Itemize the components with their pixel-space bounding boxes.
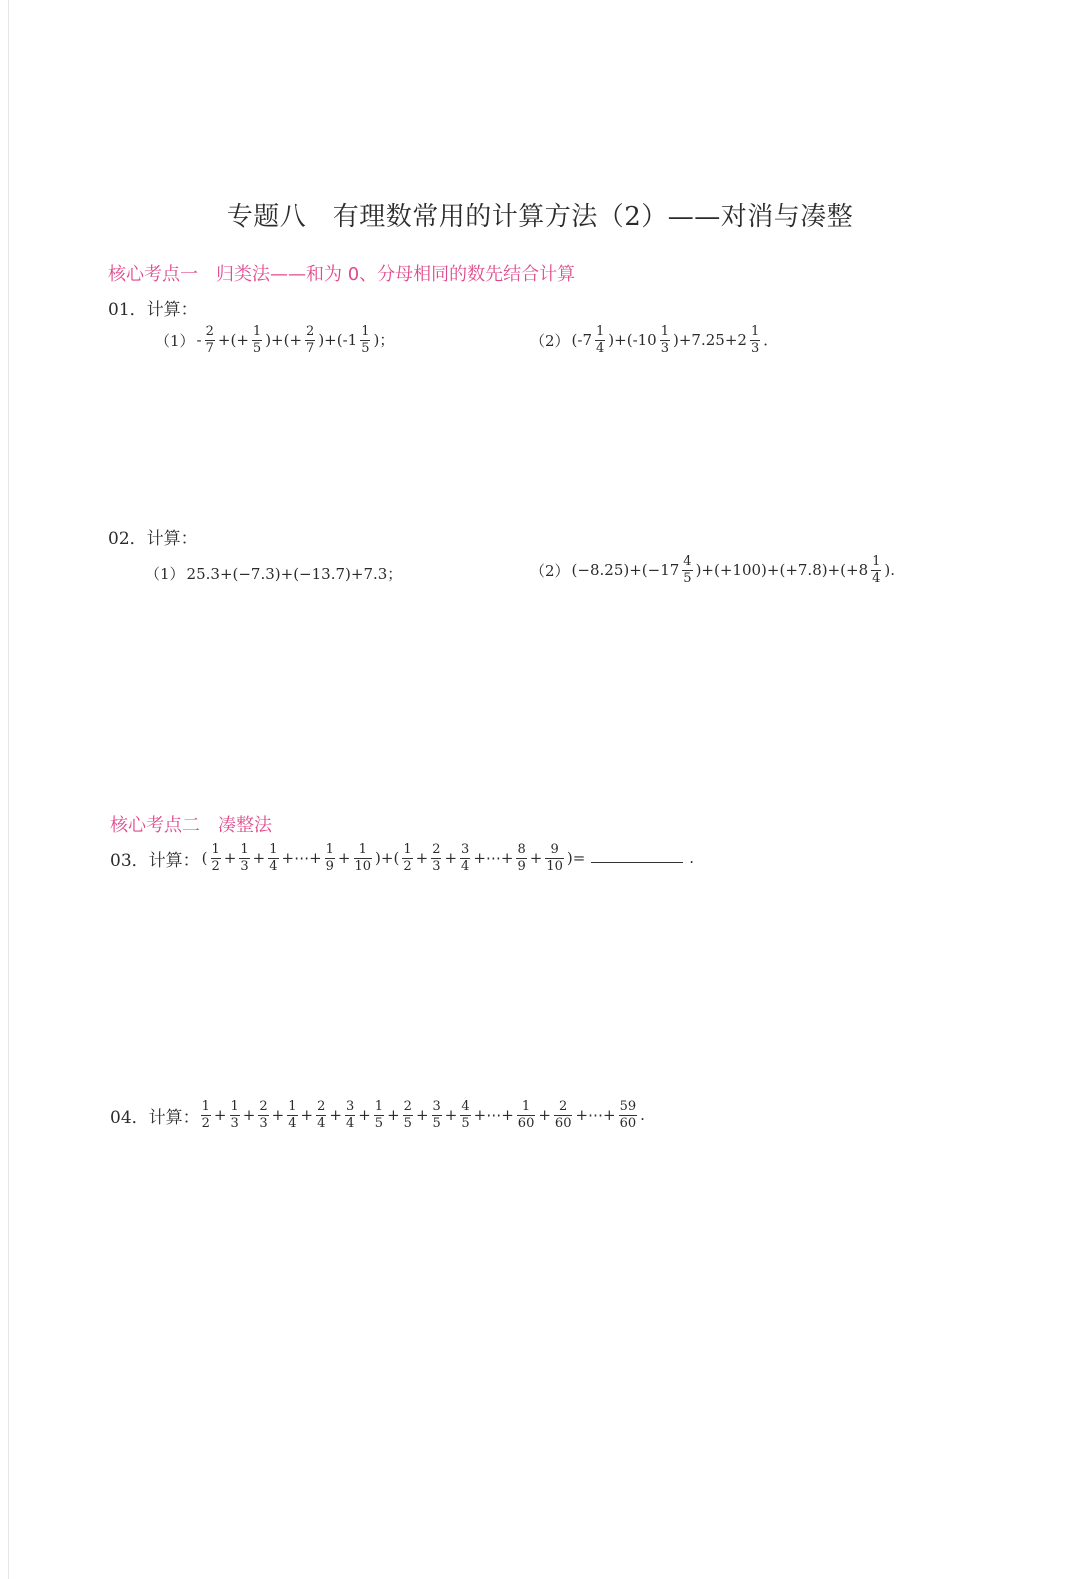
question-01-part-2 <box>530 325 780 356</box>
fraction <box>554 1100 573 1131</box>
expression-text: ． <box>763 330 779 349</box>
numerator: 2 <box>205 324 214 339</box>
fraction <box>201 1100 211 1131</box>
fraction <box>750 325 760 356</box>
denominator: 60 <box>619 1116 637 1131</box>
expression-text: + <box>252 848 266 867</box>
expression-text: + <box>329 1105 342 1124</box>
denominator: 60 <box>517 1116 535 1131</box>
expression-text: )= <box>566 848 586 867</box>
denominator: 4 <box>596 341 605 356</box>
part-label: （1） <box>145 565 185 583</box>
denominator: 4 <box>269 859 278 874</box>
denominator: 5 <box>461 1116 470 1131</box>
numerator: 1 <box>596 324 605 339</box>
expression-text: ( <box>201 848 208 867</box>
expression-text: +⋯+ <box>473 1105 514 1124</box>
numerator: 4 <box>461 1099 470 1114</box>
expression-text: . <box>689 848 695 867</box>
numerator: 1 <box>230 1099 239 1114</box>
denominator: 2 <box>403 859 412 874</box>
denominator: 10 <box>354 859 372 874</box>
part-label: （2） <box>530 562 570 580</box>
numerator: 1 <box>750 324 760 339</box>
expression-text: + <box>415 848 429 867</box>
numerator: 1 <box>269 842 278 857</box>
denominator: 3 <box>432 859 441 874</box>
math-expression <box>200 843 696 874</box>
numerator: 4 <box>683 554 692 569</box>
numerator: 2 <box>259 1099 268 1114</box>
page-title: 专题八 有理数常用的计算方法（2）——对消与凑整 <box>226 202 854 232</box>
fraction <box>211 843 221 874</box>
fraction <box>345 1100 355 1131</box>
denominator: 60 <box>554 1116 572 1131</box>
expression-text: )+( <box>375 848 400 867</box>
fraction <box>252 325 262 356</box>
denominator: 3 <box>750 341 760 356</box>
fraction <box>545 843 564 874</box>
expression-text: + <box>529 848 543 867</box>
denominator: 5 <box>374 1116 384 1131</box>
fraction <box>205 325 215 356</box>
section-heading-2: 核心考点二 凑整法 <box>110 815 272 836</box>
denominator: 4 <box>317 1116 326 1131</box>
denominator: 5 <box>252 341 262 356</box>
answer-blank[interactable] <box>591 848 683 863</box>
numerator: 3 <box>432 1099 441 1114</box>
fraction <box>374 1100 384 1131</box>
denominator: 9 <box>517 859 526 874</box>
expression-text: + <box>300 1105 314 1124</box>
expression-text: +⋯+ <box>281 848 322 867</box>
question-02-part-2 <box>530 555 897 586</box>
numerator: 1 <box>325 842 334 857</box>
fraction <box>403 1100 413 1131</box>
numerator: 2 <box>403 1099 412 1114</box>
fraction <box>305 325 315 356</box>
question-02-number: 02．计算： <box>108 529 198 549</box>
expression-text: + <box>387 1105 400 1124</box>
fraction <box>360 325 370 356</box>
question-04-number: 04．计算： <box>110 1108 200 1128</box>
fraction <box>595 325 605 356</box>
numerator: 2 <box>317 1099 326 1114</box>
denominator: 3 <box>259 1116 268 1131</box>
expression-text: +⋯+ <box>575 1105 616 1124</box>
fraction <box>432 1100 442 1131</box>
question-03-number: 03．计算： <box>110 851 200 871</box>
math-expression <box>200 1100 647 1131</box>
expression-text: + <box>242 1105 256 1124</box>
expression-text: + <box>337 848 351 867</box>
numerator: 8 <box>517 842 526 857</box>
denominator: 4 <box>461 859 470 874</box>
numerator: 3 <box>461 842 470 857</box>
numerator: 59 <box>619 1099 637 1114</box>
fraction <box>460 843 470 874</box>
fraction <box>354 843 373 874</box>
numerator: 1 <box>240 842 249 857</box>
numerator: 3 <box>345 1099 355 1114</box>
question-04 <box>110 1100 647 1131</box>
part-label: （2） <box>530 332 570 350</box>
math-expression <box>570 555 898 586</box>
fraction <box>660 325 670 356</box>
denominator: 5 <box>361 341 370 356</box>
question-01-number: 01．计算： <box>108 300 198 320</box>
expression-text: (−8.25)+(−17 <box>571 560 680 579</box>
numerator: 1 <box>521 1099 531 1114</box>
denominator: 2 <box>201 1116 210 1131</box>
fraction <box>402 843 412 874</box>
scan-edge-line <box>8 0 9 1579</box>
expression-text: ). <box>884 560 896 579</box>
expression-text: + <box>538 1105 551 1124</box>
fraction <box>258 1100 268 1131</box>
numerator: 1 <box>201 1099 210 1114</box>
denominator: 5 <box>432 1116 441 1131</box>
numerator: 2 <box>559 1099 568 1114</box>
numerator: 1 <box>403 842 412 857</box>
numerator: 2 <box>432 842 441 857</box>
numerator: 1 <box>361 324 370 339</box>
expression-text: )； <box>373 330 395 349</box>
question-02-part-1 <box>145 563 404 584</box>
denominator: 7 <box>306 341 315 356</box>
expression-text: + <box>271 1105 285 1124</box>
math-expression <box>185 563 405 584</box>
expression-text: - <box>196 330 202 349</box>
fraction <box>316 1100 326 1131</box>
numerator: 1 <box>211 842 220 857</box>
fraction <box>460 1100 470 1131</box>
fraction <box>287 1100 297 1131</box>
expression-text: )+7.25+2 <box>673 330 747 349</box>
question-01-part-1 <box>155 325 396 356</box>
numerator: 9 <box>550 842 559 857</box>
numerator: 1 <box>358 842 367 857</box>
numerator: 1 <box>872 554 881 569</box>
section-heading-1: 核心考点一 归类法——和为 0、分母相同的数先结合计算 <box>108 264 576 285</box>
expression-text: + <box>415 1105 429 1124</box>
numerator: 1 <box>660 324 670 339</box>
fraction <box>516 843 526 874</box>
denominator: 3 <box>230 1116 239 1131</box>
expression-text: +(+ <box>217 330 249 349</box>
expression-text: . <box>640 1105 645 1124</box>
expression-text: + <box>444 1105 458 1124</box>
part-label: （1） <box>155 332 195 350</box>
denominator: 4 <box>288 1116 297 1131</box>
expression-text: (-7 <box>571 330 593 349</box>
denominator: 9 <box>325 859 334 874</box>
fraction <box>239 843 249 874</box>
question-03 <box>110 843 696 874</box>
expression-text: )+(-10 <box>608 330 657 349</box>
denominator: 3 <box>240 859 249 874</box>
expression-text: 25.3+(−7.3)+(−13.7)+7.3； <box>186 565 403 583</box>
expression-text: + <box>223 848 237 867</box>
denominator: 4 <box>345 1116 355 1131</box>
math-expression <box>570 325 781 356</box>
numerator: 1 <box>288 1099 297 1114</box>
denominator: 4 <box>872 571 881 586</box>
denominator: 5 <box>403 1116 412 1131</box>
numerator: 2 <box>306 324 315 339</box>
expression-text: + <box>444 848 458 867</box>
fraction <box>871 555 881 586</box>
math-expression <box>195 325 397 356</box>
expression-text: +⋯+ <box>473 848 514 867</box>
fraction <box>517 1100 536 1131</box>
fraction <box>682 555 692 586</box>
numerator: 1 <box>374 1099 384 1114</box>
expression-text: )+(-1 <box>318 330 358 349</box>
denominator: 5 <box>683 571 692 586</box>
denominator: 10 <box>546 859 563 874</box>
expression-text: )+(+ <box>265 330 303 349</box>
denominator: 2 <box>211 859 220 874</box>
denominator: 7 <box>205 341 214 356</box>
expression-text: + <box>358 1105 371 1124</box>
numerator: 1 <box>252 324 262 339</box>
fraction <box>431 843 441 874</box>
fraction <box>325 843 335 874</box>
fraction <box>268 843 278 874</box>
fraction <box>619 1100 638 1131</box>
expression-text: )+(+100)+(+7.8)+(+8 <box>695 560 869 579</box>
expression-text: + <box>213 1105 227 1124</box>
denominator: 3 <box>660 341 670 356</box>
fraction <box>230 1100 240 1131</box>
